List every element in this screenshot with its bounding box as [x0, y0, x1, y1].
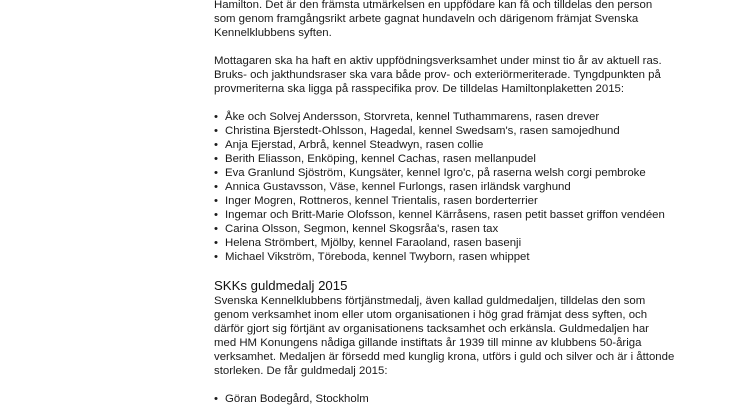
gold-medal-line: genom verksamhet inom eller utom organisationen i hög grad främjat dess syften, och: [214, 309, 648, 321]
intro-line: Hamilton. Det är den främsta utmärkelsen en uppfödare kan få och tilldelas den person: [214, 0, 653, 11]
intro-paragraph: [214, 0, 679, 40]
intro-line: Kennelklubbens syften.: [214, 27, 332, 39]
list-item: • Helena Strömbert, Mjölby, kennel Faraoland, rasen basenji: [214, 237, 522, 249]
intro-line: som genom framgångsrikt arbete gagnat hundaveln och därigenom främjat Svenska: [214, 13, 639, 25]
gold-medal-line: storleken. De får guldmedalj 2015:: [214, 365, 388, 377]
bullet-icon: •: [214, 237, 218, 249]
list-item: • Eva Granlund Sjöström, Kungsäter, kennel Igro'c, på raserna welsh corgi pembroke: [214, 167, 646, 179]
gold-medal-recipient-list: [214, 392, 679, 406]
bullet-icon: •: [214, 209, 218, 221]
bullet-icon: •: [214, 139, 218, 151]
hamilton-recipient-list: [214, 110, 679, 264]
list-item: • Ingemar och Britt-Marie Olofsson, kennel Kärråsens, rasen petit basset griffon vendéen: [214, 209, 665, 221]
bullet-icon: •: [214, 393, 218, 405]
list-item: • Göran Bodegård, Stockholm: [214, 393, 369, 405]
list-item: • Michael Vikström, Töreboda, kennel Twyborn, rasen whippet: [214, 251, 530, 263]
bullet-icon: •: [214, 125, 218, 137]
list-item: • Christina Bjerstedt-Ohlsson, Hagedal, kennel Swedsam's, rasen samojedhund: [214, 125, 620, 137]
gold-medal-line: med HM Konungens nådiga gillande instiftats år 1939 till minne av klubbens 50-åriga: [214, 337, 642, 349]
criteria-paragraph: [214, 54, 679, 96]
list-item: • Åke och Solvej Andersson, Storvreta, kennel Tuthammarens, rasen drever: [214, 111, 600, 123]
list-item: • Inger Mogren, Rottneros, kennel Trientalis, rasen borderterrier: [214, 195, 538, 207]
gold-medal-line: därför gjort sig förtjänt av organisationens tacksamhet och erkänsla. Guldmedaljen har: [214, 323, 649, 335]
gold-medal-paragraph: [214, 294, 679, 378]
bullet-icon: •: [214, 111, 218, 123]
bullet-icon: •: [214, 251, 218, 263]
list-item: • Carina Olsson, Segmon, kennel Skogsråa's, rasen tax: [214, 223, 499, 235]
gold-medal-line: Svenska Kennelklubbens förtjänstmedalj, även kallad guldmedaljen, tilldelas den som: [214, 295, 646, 307]
bullet-icon: •: [214, 223, 218, 235]
bullet-icon: •: [214, 167, 218, 179]
gold-medal-line: verksamhet. Medaljen är försedd med kunglig krona, utförs i guld och silver och är i åttonde: [214, 351, 675, 363]
bullet-icon: •: [214, 181, 218, 193]
gold-medal-heading: SKKs guldmedalj 2015: [214, 278, 348, 293]
list-item: • Annica Gustavsson, Väse, kennel Furlongs, rasen irländsk varghund: [214, 181, 571, 193]
list-item: • Berith Eliasson, Enköping, kennel Cachas, rasen mellanpudel: [214, 153, 536, 165]
bullet-icon: •: [214, 153, 218, 165]
criteria-line: Mottagaren ska ha haft en aktiv uppfödningsverksamhet under minst tio år av aktuell ras.: [214, 55, 662, 67]
criteria-line: provmeriterna ska ligga på rasspecifika prov. De tilldelas Hamiltonplaketten 2015:: [214, 83, 625, 95]
criteria-line: Bruks- och jakthundsraser ska vara både prov- och exteriörmeriterade. Tyngdpunkten på: [214, 69, 661, 81]
list-item: • Anja Ejerstad, Arbrå, kennel Steadwyn, rasen collie: [214, 139, 484, 151]
document-page: [214, 0, 679, 406]
bullet-icon: •: [214, 195, 218, 207]
